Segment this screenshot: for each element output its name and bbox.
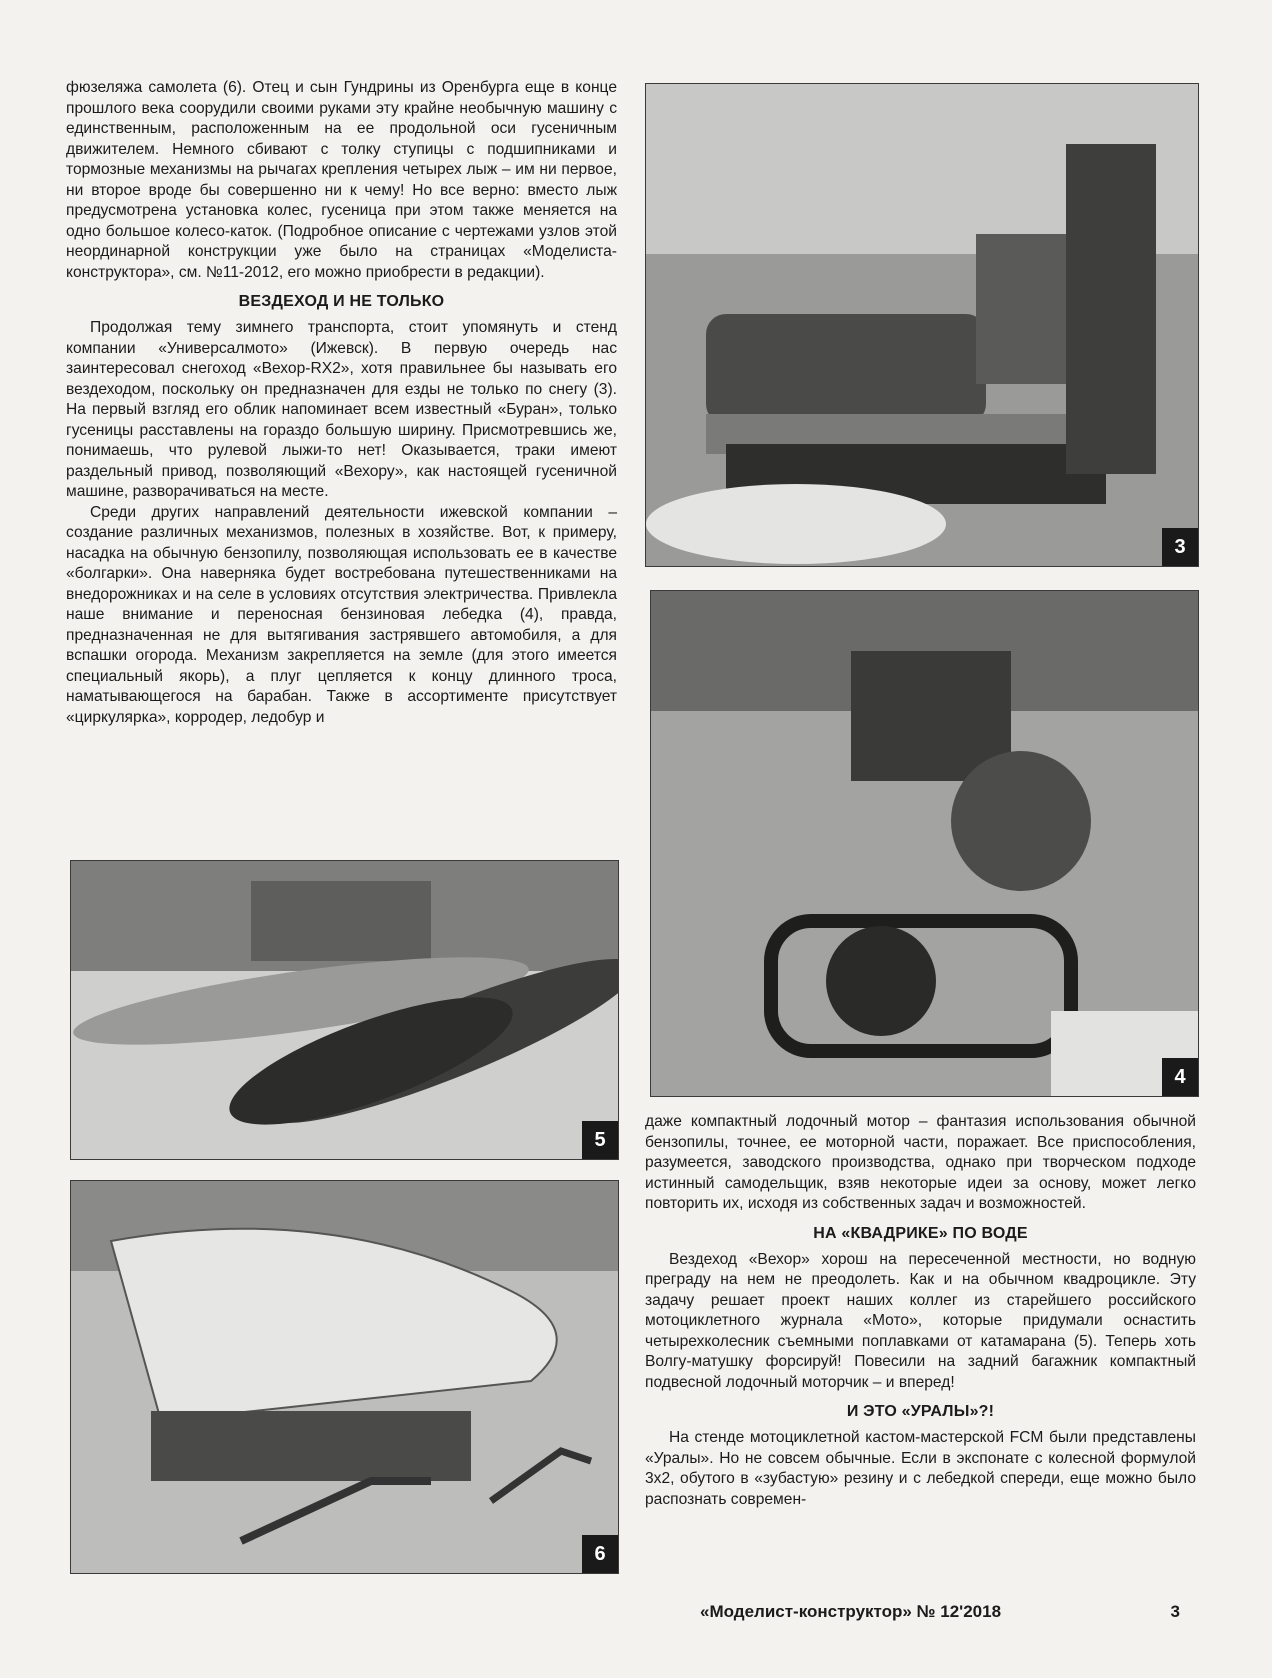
section-heading: НА «КВАДРИКЕ» ПО ВОДЕ (813, 1224, 1028, 1242)
paragraph: даже компактный лодочный мотор – фантазия использования обычной бензопилы, точнее, ее моторной части, поражает. Все приспособления, разумеется, заводского производства, однако при творческом подходе истинный самодельщик, взяв некоторые идеи за основу, может легко повторить их, исходя из собственных задач и возможностей. (645, 1113, 1196, 1212)
paragraph: На стенде мотоциклетной кастом-мастерской FCM были представлены «Уралы». Но не совсем обычные. Если в экспонате с колесной формулой 3x2, обутого в «зубастую» резину и с лебедкой спереди, еще можно было распознать современ- (645, 1429, 1196, 1508)
photo-atv-catamaran-image (71, 861, 618, 1159)
page-footer (700, 1600, 1180, 1624)
section-heading: ВЕЗДЕХОД И НЕ ТОЛЬКО (238, 293, 445, 310)
paragraph: Среди других направлений деятельности ижевской компании – создание различных механизмов, полезных в хозяйстве. Вот, к примеру, насадка на обычную бензопилу, позволяющая использовать ее в качестве «болгарки». Она наверняка будет востребована путешественниками на внедорожниках и на селе в условиях отсутствия электричества. Привлекла наше внимание и переносная бензиновая лебедка (4), правда, предназначенная не для вытягивания застрявшего автомобиля, а для вспашки огорода. Механизм закрепляется на земле (для этого имеется специальный якорь), а плуг цепляется к концу длинного троса, наматывающегося на барабан. Также в ассортименте присутствует «циркулярка», корродер, ледобур и (66, 503, 617, 726)
photo-petrol-winch-image (651, 591, 1198, 1096)
paragraph: Вездеход «Вехор» хорош на пересеченной местности, но водную преграду на нем не преодолеть. Как и на обычном квадроцикле. Эту задачу решает проект наших коллег из старейшего российского мотоциклетного журнала «Мото», которые придумали оснастить четырехколесник съемными поплавками от катамарана (5). Теперь хоть Волгу-матушку форсируй! Повесили на задний багажник компактный подвесной лодочный моторчик – и вперед! (645, 1250, 1196, 1391)
photo-atv-catamaran (70, 860, 619, 1160)
paragraph: Продолжая тему зимнего транспорта, стоит упомянуть и стенд компании «Универсалмото» (Ижевск). В первую очередь нас заинтересовал снегоход «Вехор-RX2», хотя правильнее бы называть его вездеходом, поскольку он предназначен для езды не только по снегу (3). На первый взгляд его облик напоминает всем известный «Буран», только гусеницы расставлены на гораздо большую ширину. Присмотревшись же, понимаешь, что рулевой лыжи-то нет! Оказывается, траки имеют раздельный привод, позволяющий «Вехору», как настоящей гусеничной машине, разворачиваться на месте. (66, 319, 617, 500)
photo-fuselage-snowmobile-image (71, 1181, 618, 1573)
photo-number-badge: 4 (1162, 1058, 1198, 1096)
photo-petrol-winch (650, 590, 1199, 1097)
section-heading: И ЭТО «УРАЛЫ»?! (846, 1403, 995, 1420)
photo-number-badge: 5 (582, 1121, 618, 1159)
photo-vehor-snowmobile (645, 83, 1199, 567)
paragraph: фюзеляжа самолета (6). Отец и сын Гундрины из Оренбурга еще в конце прошлого века соорудили своими руками эту крайне необычную машину с единственным, расположенным на ее продольной оси гусеничным движителем. Немного сбивают с толку ступицы с подшипниками и тормозные механизмы на рычагах крепления четырех лыж – им ни первое, ни второе вроде бы совершенно ни к чему! Но все верно: вместо лыж предусмотрена установка колес, гусеница при этом также меняется на одно большое колесо-каток. (Подробное описание с чертежами узлов этой неординарной конструкции уже было на страницах «Моделиста-конструктора», см. №11-2012, его можно приобрести в редакции). (66, 79, 617, 281)
photo-number-badge: 3 (1162, 528, 1198, 566)
page-number: 3 (1170, 1602, 1180, 1621)
right-column (645, 1112, 1196, 1510)
journal-issue: «Моделист-конструктор» № 12'2018 (700, 1602, 1002, 1621)
photo-vehor-snowmobile-image (646, 84, 1198, 566)
photo-fuselage-snowmobile (70, 1180, 619, 1574)
photo-number-badge: 6 (582, 1535, 618, 1573)
left-column (66, 78, 617, 728)
